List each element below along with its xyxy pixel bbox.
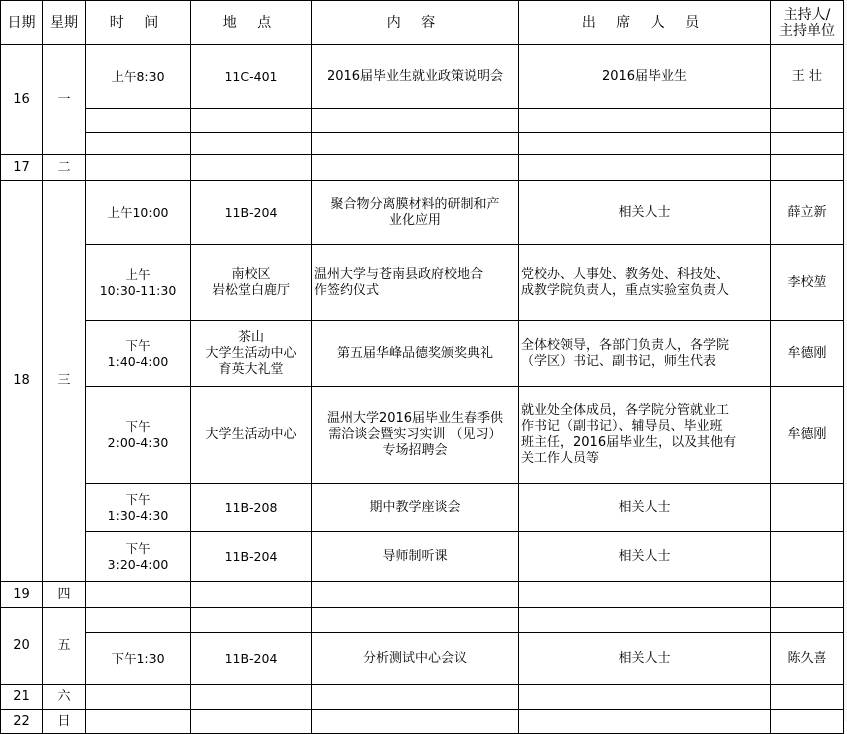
place-cell (191, 484, 312, 532)
host-cell (771, 532, 844, 582)
cell-line: 关工作人员等 (521, 451, 600, 466)
header-attendees: 出 席 人 员 (519, 1, 771, 45)
date-cell: 22 (1, 710, 43, 734)
cell-line: 温州大学与苍南县政府校地合 (314, 266, 484, 282)
header-content: 内 容 (312, 1, 519, 45)
cell-line: 作书记（副书记）、辅导员、毕业班 (521, 419, 723, 434)
table-row (1, 155, 844, 181)
cell-line: 11C-401 (224, 68, 278, 84)
time-cell (86, 181, 191, 245)
cell-line: 下午1:30 (111, 650, 165, 666)
cell-line: 下午 (125, 540, 151, 556)
time-cell (86, 45, 191, 109)
cell-line: 3:20-4:00 (107, 556, 169, 572)
table-row (1, 387, 844, 484)
weekday-cell: 五 (43, 608, 86, 685)
cell-line: 下午 (125, 491, 151, 507)
table-row (1, 484, 844, 532)
cell-line: 2016届毕业生 (601, 68, 688, 84)
table-row (1, 582, 844, 608)
cell-line: 下午 (125, 337, 151, 353)
cell-line: 作签约仪式 (314, 282, 380, 298)
empty-row (1, 109, 844, 133)
empty-row (1, 608, 844, 633)
attendees-cell (519, 532, 771, 582)
host-cell: 薛立新 (771, 181, 844, 245)
date-cell: 19 (1, 582, 43, 608)
cell-line: 11B-204 (224, 548, 278, 564)
cell-line: 岩松堂白鹿厅 (211, 282, 290, 298)
host-cell: 李校堃 (771, 245, 844, 321)
weekday-cell: 三 (43, 181, 86, 582)
table-row (1, 633, 844, 685)
cell-line: 业化应用 (388, 212, 441, 228)
place-cell (191, 45, 312, 109)
cell-line: 主持单位 (779, 22, 835, 39)
cell-line: 全体校领导，各部门负责人，各学院 (521, 337, 730, 353)
weekday-cell: 一 (43, 45, 86, 155)
cell-line: 需洽谈会暨实习实训 （见习） (328, 427, 502, 442)
place-cell (191, 321, 312, 387)
cell-line: 第五届华峰品德奖颁奖典礼 (336, 345, 493, 361)
cell-line: （学区）书记、副书记，师生代表 (521, 353, 717, 369)
cell-line: 大学生活动中心 (205, 345, 297, 361)
time-cell (86, 321, 191, 387)
table-row (1, 245, 844, 321)
table-row (1, 532, 844, 582)
header-place: 地 点 (191, 1, 312, 45)
date-cell: 21 (1, 685, 43, 710)
attendees-cell (519, 633, 771, 685)
attendees-cell (519, 245, 771, 321)
host-cell: 牟德刚 (771, 387, 844, 484)
date-cell: 18 (1, 181, 43, 582)
time-cell (86, 633, 191, 685)
table-row (1, 710, 844, 734)
attendees-cell (519, 321, 771, 387)
content-cell (312, 45, 519, 109)
attendees-cell (519, 484, 771, 532)
weekday-cell: 六 (43, 685, 86, 710)
content-cell (312, 245, 519, 321)
header-date: 日期 (1, 1, 43, 45)
content-cell (312, 484, 519, 532)
date-cell: 20 (1, 608, 43, 685)
attendees-cell (519, 45, 771, 109)
cell-line: 10:30-11:30 (99, 282, 177, 298)
cell-line: 导师制听课 (382, 548, 448, 564)
place-cell (191, 633, 312, 685)
cell-line: 相关人士 (618, 548, 671, 564)
header-host (771, 1, 844, 45)
cell-line: 主持人/ (783, 6, 831, 23)
weekday-cell: 日 (43, 710, 86, 734)
cell-line: 育英大礼堂 (218, 361, 284, 377)
empty-row (1, 133, 844, 155)
header-time: 时 间 (86, 1, 191, 45)
cell-line: 聚合物分离膜材料的研制和产 (330, 196, 500, 212)
attendees-cell (519, 181, 771, 245)
cell-line: 南校区 (231, 266, 271, 282)
cell-line: 大学生活动中心 (205, 427, 297, 442)
place-cell (191, 245, 312, 321)
place-cell (191, 181, 312, 245)
cell-line: 专场招聘会 (382, 443, 448, 458)
cell-line: 11B-208 (224, 499, 278, 515)
cell-line: 11B-204 (224, 204, 278, 220)
table-row (1, 181, 844, 245)
date-cell: 17 (1, 155, 43, 181)
cell-line: 2:00-4:30 (107, 435, 169, 450)
host-cell: 牟德刚 (771, 321, 844, 387)
place-cell (191, 532, 312, 582)
cell-line: 茶山 (237, 329, 264, 345)
table-row (1, 685, 844, 710)
host-cell: 陈久喜 (771, 633, 844, 685)
cell-line: 1:40-4:00 (107, 353, 169, 369)
cell-line: 上午8:30 (111, 68, 165, 84)
cell-line: 相关人士 (618, 204, 671, 220)
cell-line: 温州大学2016届毕业生春季供 (326, 411, 504, 426)
place-cell (191, 387, 312, 484)
host-cell (771, 484, 844, 532)
time-cell (86, 387, 191, 484)
header-weekday: 星期 (43, 1, 86, 45)
table-row (1, 45, 844, 109)
time-cell (86, 532, 191, 582)
cell-line: 相关人士 (618, 499, 671, 515)
cell-line: 相关人士 (618, 650, 671, 666)
host-cell: 王 壮 (771, 45, 844, 109)
table-row (1, 321, 844, 387)
cell-line: 期中教学座谈会 (369, 499, 461, 515)
cell-line: 班主任，2016届毕业生，以及其他有 (521, 435, 737, 450)
cell-line: 2016届毕业生就业政策说明会 (326, 68, 504, 84)
time-cell (86, 245, 191, 321)
date-cell: 16 (1, 45, 43, 155)
time-cell (86, 484, 191, 532)
content-cell (312, 181, 519, 245)
content-cell (312, 633, 519, 685)
cell-line: 党校办、人事处、教务处、科技处、 (521, 266, 730, 282)
weekday-cell: 二 (43, 155, 86, 181)
header-row (1, 1, 844, 45)
content-cell (312, 321, 519, 387)
weekday-cell: 四 (43, 582, 86, 608)
cell-line: 就业处全体成员，各学院分管就业工 (521, 403, 730, 418)
cell-line: 上午 (125, 266, 151, 282)
content-cell (312, 532, 519, 582)
cell-line: 1:30-4:30 (107, 507, 169, 523)
cell-line: 11B-204 (224, 650, 278, 666)
attendees-cell (519, 387, 771, 484)
cell-line: 分析测试中心会议 (362, 650, 467, 666)
content-cell (312, 387, 519, 484)
cell-line: 成教学院负责人，重点实验室负责人 (521, 282, 730, 298)
cell-line: 下午 (125, 419, 151, 434)
cell-line: 上午10:00 (107, 204, 169, 220)
